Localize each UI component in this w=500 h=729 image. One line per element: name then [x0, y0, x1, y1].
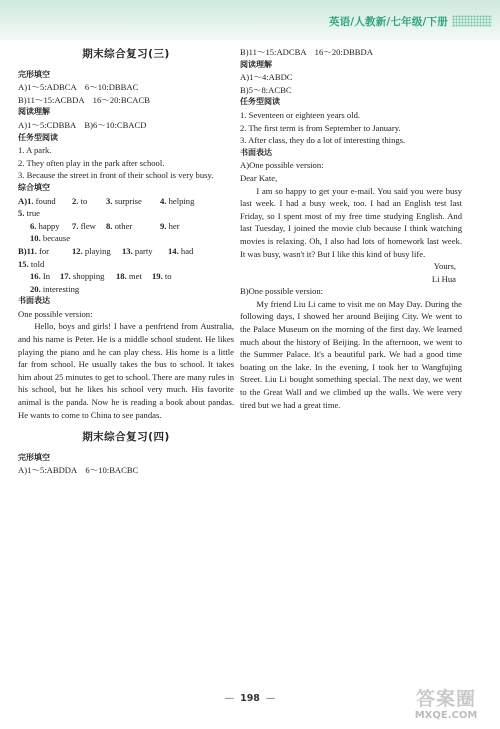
dot-pattern-decoration [452, 15, 492, 27]
fill-answer-item [72, 195, 106, 208]
fill-number: 19. [152, 271, 163, 282]
cloze2-label: 完形填空 [18, 452, 50, 462]
letter-body: I am so happy to get your e-mail. You said you were busy last week. I had a busy week, too. I had an English test last Friday, so I spent most of my free time studying English. And last Tuesday, I joined the movie club because I think watching movies is relaxing. Oh, I also had lots of homework last week. It was busy, wasn't it? But I like this kind of busy life. [240, 185, 462, 259]
fill-word: interesting [40, 283, 80, 294]
essay-b-body: My friend Liu Li came to visit me on May Day. During the following days, I showed her around Beijing City. We went to the Palace Museum on the morning of the first day. We learned much about the history of Beijing. In the afternoon, we went to the Summer Palace. It's a beautiful park. We had a good time boating on the lake. In the evening, I took her to Wangfujing Street. Liu Li bought something special. The next day, we went to the Great Wall and we climbed up the walls. We were very tired but we had a great time. [240, 298, 462, 410]
right-column [240, 46, 462, 411]
fill-word: happy [36, 220, 60, 231]
page-header [0, 0, 500, 40]
fill-word: told [28, 258, 45, 269]
task-answer-2: 2. They often play in the park after school. [18, 157, 165, 168]
cloze2-answers-a: A)1～5:ABDDA 6～10:BACBC [18, 465, 139, 476]
fill-word: to [162, 271, 172, 282]
fill-answer-item [160, 195, 208, 208]
fill-answer-item [18, 207, 56, 220]
fill-number: 5. [18, 208, 25, 219]
writing2-label: 书面表达 [240, 147, 272, 157]
fill-word: had [178, 245, 194, 256]
fill-answer-item [30, 232, 71, 245]
letter-closing: Yours, [433, 261, 456, 272]
reading-label: 阅读理解 [18, 107, 50, 117]
fill-answer-item [30, 270, 60, 283]
task2-label: 任务型阅读 [240, 97, 280, 107]
fill-number: 12. [72, 245, 83, 256]
fill-answer-item [106, 195, 160, 208]
page-dash-right: — [265, 693, 276, 704]
fill-answer-item [30, 220, 72, 233]
comp-row-1 [18, 195, 234, 220]
fill-number: 9. [160, 220, 167, 231]
fill-answer-item [152, 270, 182, 283]
fill-word: met [126, 271, 142, 282]
fill-answer-item [30, 283, 90, 296]
essay-b-intro: B)One possible version: [240, 286, 324, 297]
reading2-label: 阅读理解 [240, 59, 272, 69]
fill-word: helping [166, 195, 195, 206]
fill-number: 20. [30, 283, 41, 294]
fill-answer-item [72, 245, 122, 258]
reading2-answers-a: A)1～4:ABDC [240, 72, 293, 83]
fill-number: 17. [60, 271, 71, 282]
fill-answer-item [72, 220, 106, 233]
fill-word: for [36, 245, 50, 256]
page-dash-left: — [224, 693, 235, 704]
cloze-label: 完形填空 [18, 69, 50, 79]
comp-row-4 [18, 270, 234, 295]
left-column [18, 46, 234, 477]
fill-word: her [166, 220, 180, 231]
fill-answer-item [18, 258, 56, 271]
fill-answer-item [160, 220, 208, 233]
fill-number: 7. [72, 220, 79, 231]
fill-number: 1. [27, 195, 34, 206]
comp-row-2 [18, 220, 234, 245]
writing-intro: One possible version: [18, 308, 93, 319]
reading-answers: A)1～5:CDBBA B)6～10:CBACD [18, 119, 147, 130]
watermark-logo-text: 答案圈 [415, 688, 476, 710]
task-answer-1: 1. A park. [18, 145, 52, 156]
fill-word: because [40, 233, 71, 244]
watermark-url: MXQE.COM [414, 710, 478, 721]
task-reading-label: 任务型阅读 [18, 132, 58, 142]
section-title-review-3: 期末综合复习(三) [82, 48, 170, 60]
task2-answer-2: 2. The first term is from September to January. [240, 122, 401, 133]
fill-answer-item [122, 245, 168, 258]
reading2-answers-b: B)5～8:ACBC [240, 84, 292, 95]
task2-answer-1: 1. Seventeen or eighteen years old. [240, 109, 361, 120]
fill-word: flew [78, 220, 96, 231]
fill-word: shopping [70, 271, 105, 282]
fill-number: 3. [106, 195, 113, 206]
fill-number: 11. [26, 245, 37, 256]
fill-word: playing [82, 245, 111, 256]
fill-word: true [24, 208, 40, 219]
cloze2-answers-b: B)11～15:ADCBA 16～20:DBBDA [240, 47, 373, 57]
fill-part-label: B) [18, 245, 27, 256]
fill-answer-item [60, 270, 116, 283]
fill-word: party [132, 245, 153, 256]
fill-number: 15. [18, 258, 29, 269]
cloze-answers-a: A)1～5:ADBCA 6～10:DBBAC [18, 82, 139, 93]
fill-word: surprise [112, 195, 142, 206]
fill-answer-item [168, 245, 204, 258]
fill-word: other [112, 220, 133, 231]
fill-number: 8. [106, 220, 113, 231]
book-title: 英语/人教新/七年级/下册 [328, 16, 448, 28]
fill-word: found [33, 195, 56, 206]
fill-answer-item [18, 245, 72, 258]
fill-number: 6. [30, 220, 37, 231]
cloze-answers-b: B)11～15:ACBDA 16～20:BCACB [18, 94, 150, 105]
fill-number: 4. [160, 195, 167, 206]
fill-number: 2. [72, 195, 79, 206]
writing-label: 书面表达 [18, 296, 50, 306]
section-title-review-4: 期末综合复习(四) [82, 431, 170, 444]
fill-number: 16. [30, 271, 41, 282]
fill-answer-item [18, 195, 72, 208]
fill-number: 18. [116, 271, 127, 282]
fill-number: 13. [122, 245, 133, 256]
fill-word: to [78, 195, 88, 206]
letter-salutation: Dear Kate, [240, 172, 278, 183]
fill-part-label: A) [18, 195, 28, 206]
page-number-value: 198 [240, 693, 260, 704]
writing-essay: Hello, boys and girls! I have a penfriend from Australia, and his name is Peter. He is a middle school student. He likes playing the piano and he can play chess. His home is a little far from school. He usually takes the bus to school. It takes him about 25 minutes to get to school. There are many rules in his school, but he likes his school very much. His favorite animal is the panda. Now he is reading a book about pandas. He wants to come to China to see pandas. [18, 321, 234, 420]
fill-word: In [40, 271, 51, 282]
comp-row-3 [18, 245, 234, 270]
task2-answer-3: 3. After class, they do a lot of interesting things. [240, 135, 406, 146]
letter-intro: A)One possible version: [240, 160, 324, 171]
task-answer-3: 3. Because the street in front of their school is very busy. [18, 170, 214, 181]
site-watermark [400, 688, 492, 726]
fill-answer-item [116, 270, 152, 283]
comprehensive-fill-label: 综合填空 [18, 182, 50, 192]
fill-number: 14. [168, 245, 179, 256]
fill-answer-item [106, 220, 160, 233]
fill-number: 10. [30, 233, 41, 244]
letter-signature: Li Hua [431, 273, 456, 284]
